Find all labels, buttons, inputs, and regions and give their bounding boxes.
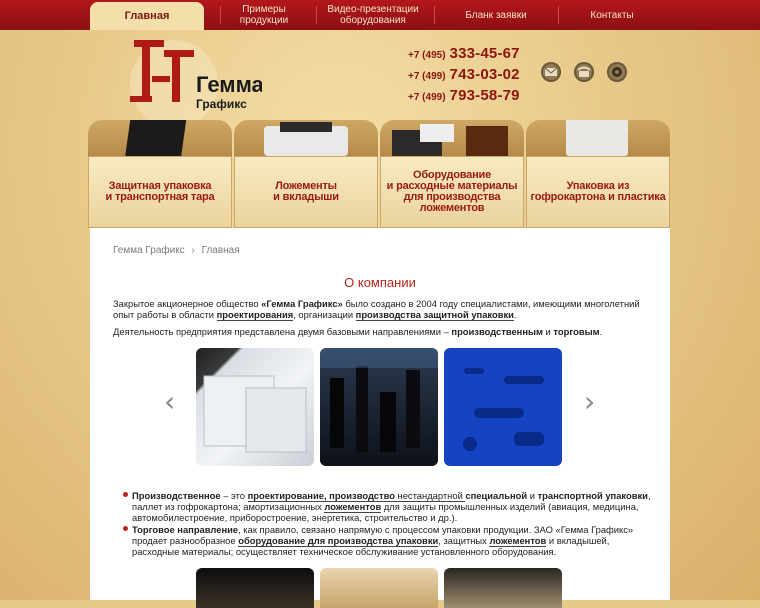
slider-next-button[interactable]: › (584, 385, 596, 418)
phone-number: 793-58-79 (449, 87, 520, 104)
category-image (526, 120, 670, 156)
logo-name-bottom: Графикс (196, 97, 247, 111)
nav-video[interactable]: Видео-презентации оборудования (327, 4, 419, 26)
bullet-production: Производственное – это проектирование, производство нестандартной специальной и транспортной упаковки, паллет из гофрокартона; амортизационных ложементов для защиты промышленных изделий (авиация, медицина, автомобилестроение, приборостроение, энергетика, строительство и др.). (132, 490, 651, 523)
link-equipment[interactable]: оборудование для производства упаковки (238, 535, 439, 546)
nav-separator (316, 6, 317, 24)
phone-row (408, 87, 520, 108)
category-image (380, 120, 524, 156)
breadcrumb-home[interactable]: Гемма Графикс (113, 245, 185, 256)
phone-row (408, 45, 520, 66)
nav-separator (558, 6, 559, 24)
nav-request-form[interactable]: Бланк заявки (465, 9, 527, 21)
bullet-icon (121, 524, 130, 533)
logo-name-top: Гемма (196, 72, 262, 97)
link-protective-packaging[interactable]: производства защитной упаковки (355, 309, 514, 320)
phone-number: 743-03-02 (449, 66, 520, 83)
nav-contacts[interactable]: Контакты (590, 9, 634, 21)
category-equipment[interactable] (380, 120, 524, 228)
page-title: О компании (344, 275, 416, 290)
link-inserts[interactable]: ложементов (324, 501, 382, 512)
logo-graphic (112, 36, 262, 128)
slider-image[interactable] (196, 348, 314, 466)
directions-paragraph: Деятельность предприятия представлена двумя базовыми направлениями – производственным и торговым. (113, 326, 603, 337)
category-label: Упаковка из гофрокартона и пластика (526, 156, 670, 228)
phone-code: +7 (495) (408, 50, 446, 61)
phone-number: 333-45-67 (449, 45, 520, 62)
slider-prev-button[interactable]: ‹ (164, 385, 176, 418)
phone-code: +7 (499) (408, 71, 446, 82)
phone-list (408, 45, 520, 108)
telephone-icon[interactable] (574, 62, 594, 82)
breadcrumb-separator: › (191, 245, 195, 256)
top-navigation (0, 0, 760, 30)
envelope-icon[interactable] (541, 62, 561, 82)
slider-image[interactable] (320, 348, 438, 466)
category-image (88, 120, 232, 156)
category-protective-packaging[interactable] (88, 120, 232, 228)
category-tabs (88, 120, 672, 228)
gallery-image[interactable] (196, 568, 314, 608)
category-label: Защитная упаковка и транспортная тара (88, 156, 232, 228)
category-inserts[interactable] (234, 120, 378, 228)
link-production[interactable]: проектирование, производство (247, 490, 395, 501)
category-label: Оборудование и расходные материалы для производства ложементов (380, 156, 524, 228)
nav-separator (434, 6, 435, 24)
breadcrumb-current: Главная (201, 245, 240, 256)
link-inserts-trade[interactable]: ложементов (489, 535, 547, 546)
phone-code: +7 (499) (408, 92, 446, 103)
nav-separator (220, 6, 221, 24)
nav-home[interactable]: Главная (90, 2, 204, 30)
category-image (234, 120, 378, 156)
skype-icon[interactable] (607, 62, 627, 82)
breadcrumb (113, 245, 240, 256)
main-content (90, 228, 670, 600)
intro-paragraph: Закрытое акционерное общество «Гемма Графикс» было создано в 2004 году специалистами, имеющими многолетний опыт работы в области проектирования, организации производства защитной упаковки. (113, 298, 640, 320)
bullet-trade: Торговое направление, как правило, связано напрямую с процессом упаковки продукции. ЗАО «Гемма Графикс» продает разнообразное оборудование для производства упаковки, защитных ложементов и вкладышей, расходные материалы; осуществляет техническое обслуживание установленного оборудования. (132, 524, 634, 557)
nav-examples[interactable]: Примеры продукции (239, 4, 289, 26)
bullet-icon (121, 490, 130, 499)
phone-row (408, 66, 520, 87)
gallery-image[interactable] (444, 568, 562, 608)
category-corrugated[interactable] (526, 120, 670, 228)
company-logo[interactable] (112, 36, 262, 128)
gallery-image[interactable] (320, 568, 438, 608)
category-label: Ложементы и вкладыши (234, 156, 378, 228)
slider-image[interactable] (444, 348, 562, 466)
link-design[interactable]: проектирования (216, 309, 294, 320)
